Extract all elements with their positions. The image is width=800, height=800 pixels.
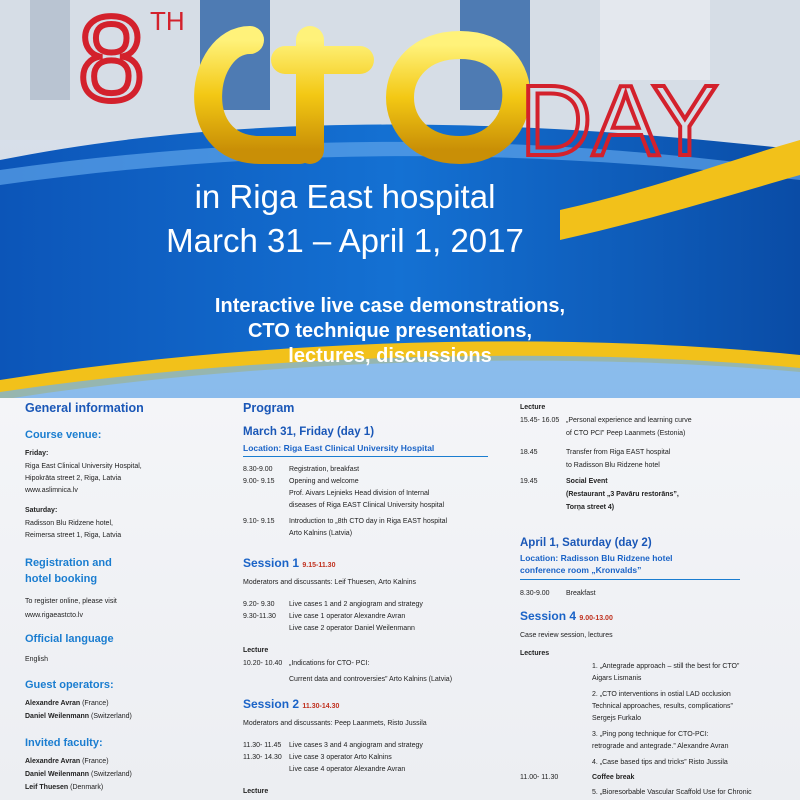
lecture-item: Sergejs Furkalo bbox=[592, 715, 642, 722]
edition-suffix: TH bbox=[150, 6, 185, 36]
tagline-3: lectures, discussions bbox=[288, 345, 492, 367]
lecture-item: 2. „CTO interventions in ostial LAD occlusion bbox=[592, 691, 731, 698]
lecture-item: 4. „Case based tips and tricks” Risto Jussila bbox=[592, 759, 728, 766]
faculty-row: Alexandre Avran (France) bbox=[25, 758, 109, 765]
program-row: 18.45 Transfer from Riga EAST hospital bbox=[520, 449, 671, 456]
language-value: English bbox=[25, 656, 48, 663]
program-row: Current data and controversies” Arto Kalnins (Latvia) bbox=[289, 676, 453, 683]
venue-heading: Course venue: bbox=[25, 429, 102, 441]
session1-heading: Session 1 9.15-11.30 bbox=[243, 556, 336, 570]
program-row: (Restaurant „3 Pavāru restorāns”, bbox=[566, 491, 679, 498]
registration-text: To register online, please visit bbox=[25, 598, 117, 605]
lecture-item: retrograde and antegrade.” Alexandre Avran bbox=[592, 743, 729, 750]
day2-heading: April 1, Saturday (day 2) bbox=[520, 537, 652, 549]
lecture-label: Lecture bbox=[243, 647, 269, 654]
program-row: 9.00- 9.15 Opening and welcome bbox=[243, 478, 359, 485]
registration-heading-1: Registration and bbox=[25, 557, 112, 569]
lecture-item: Aigars Lismanis bbox=[592, 675, 642, 682]
registration-heading-2: hotel booking bbox=[25, 573, 98, 585]
lecture-item: 5. „Bioresorbable Vascular Scaffold Use for Chronic bbox=[592, 789, 752, 796]
content-area bbox=[0, 398, 800, 800]
lecture-label: Lecture bbox=[520, 404, 546, 411]
day2-location-1: Location: Radisson Blu Ridzene hotel bbox=[520, 553, 673, 563]
program-row: Live case 4 operator Alexandre Avran bbox=[289, 766, 406, 773]
program-row: diseases of Riga EAST Clinical University hospital bbox=[289, 502, 445, 509]
program-heading: Program bbox=[243, 401, 295, 415]
lecture-item: 1. „Antegrade approach – still the best for CTO” bbox=[592, 663, 740, 670]
program-row: 8.30-9.00 Registration, breakfast bbox=[243, 466, 360, 473]
divider bbox=[243, 456, 488, 457]
language-heading: Official language bbox=[25, 633, 114, 645]
registration-link[interactable]: www.rigaeastcto.lv bbox=[25, 612, 83, 619]
program-row: Prof. Aivars Lejnieks Head division of Internal bbox=[289, 490, 430, 497]
session2-moderators: Moderators and discussants: Peep Laanmets, Risto Jussila bbox=[243, 720, 427, 727]
session2-heading: Session 2 11.30-14.30 bbox=[243, 697, 340, 711]
faculty-row: Leif Thuesen (Denmark) bbox=[25, 784, 104, 791]
lectures-label: Lectures bbox=[520, 650, 550, 657]
friday-line-1: Riga East Clinical University Hospital, bbox=[25, 463, 142, 470]
lecture-item: 3. „Ping pong technique for CTO-PCI: bbox=[592, 731, 709, 738]
day1-location: Location: Riga East Clinical University Hospital bbox=[243, 443, 435, 453]
program-row: of CTO PCI” Peep Laanmets (Estonia) bbox=[566, 430, 686, 437]
faculty-heading: Invited faculty: bbox=[25, 737, 103, 749]
lecture-item: Technical approaches, results, complications” bbox=[592, 703, 733, 710]
program-row: to Radisson Blu Ridzene hotel bbox=[566, 462, 660, 469]
program-row: 19.45 Social Event bbox=[520, 478, 608, 485]
friday-label: Friday: bbox=[25, 450, 49, 457]
guest-row: Daniel Weilenmann (Switzerland) bbox=[25, 713, 132, 720]
guest-row: Alexandre Avran (France) bbox=[25, 700, 109, 707]
day-word: DAY bbox=[520, 65, 719, 177]
guest-heading: Guest operators: bbox=[25, 679, 114, 691]
day2-location-2: conference room „Kronvalds” bbox=[520, 565, 642, 575]
program-row: 9.20- 9.30 Live cases 1 and 2 angiogram and strategy bbox=[243, 601, 423, 608]
faculty-row: Daniel Weilenmann (Switzerland) bbox=[25, 771, 132, 778]
program-row: Live case 2 operator Daniel Weilenmann bbox=[289, 625, 415, 632]
program-row: 10.20- 10.40 „Indications for CTO- PCI: bbox=[243, 660, 370, 667]
friday-line-2: Hipokrāta street 2, Riga, Latvia bbox=[25, 475, 122, 482]
general-heading: General information bbox=[25, 401, 144, 415]
tagline-2: CTO technique presentations, bbox=[247, 320, 533, 342]
saturday-label: Saturday: bbox=[25, 507, 58, 514]
edition-number: 8 bbox=[78, 0, 145, 126]
friday-link[interactable]: www.aslimnica.lv bbox=[25, 487, 78, 494]
divider bbox=[520, 579, 740, 580]
day1-heading: March 31, Friday (day 1) bbox=[243, 426, 375, 438]
saturday-line-2: Reimersa street 1, Riga, Latvia bbox=[25, 532, 122, 539]
hero-line1: in Riga East hospital bbox=[194, 178, 496, 215]
session1-moderators: Moderators and discussants: Leif Thuesen, Arto Kalnins bbox=[243, 579, 417, 586]
hero-line2: March 31 – April 1, 2017 bbox=[166, 222, 524, 259]
program-row: 11.30- 14.30 Live case 3 operator Arto Kalnins bbox=[243, 754, 392, 761]
lecture-label: Lecture bbox=[243, 788, 269, 795]
program-row: 11.00- 11.30 Coffee break bbox=[520, 774, 635, 781]
program-row: 8.30-9.00 Breakfast bbox=[520, 590, 596, 597]
program-row: Arto Kalnins (Latvia) bbox=[289, 530, 353, 537]
saturday-line-1: Radisson Blu Ridzene hotel, bbox=[25, 520, 113, 527]
program-row: 15.45- 16.05 „Personal experience and learning curve bbox=[520, 417, 692, 424]
program-row: 9.10- 9.15 Introduction to „8th CTO day in Riga EAST hospital bbox=[243, 518, 448, 525]
program-row: 11.30- 11.45 Live cases 3 and 4 angiogram and strategy bbox=[243, 742, 423, 749]
program-row: 9.30-11.30 Live case 1 operator Alexandre Avran bbox=[243, 613, 406, 620]
program-row: Torņa street 4) bbox=[566, 504, 615, 511]
session4-description: Case review session, lectures bbox=[520, 632, 613, 639]
tagline-1: Interactive live case demonstrations, bbox=[214, 295, 566, 317]
session4-heading: Session 4 9.00-13.00 bbox=[520, 609, 613, 623]
